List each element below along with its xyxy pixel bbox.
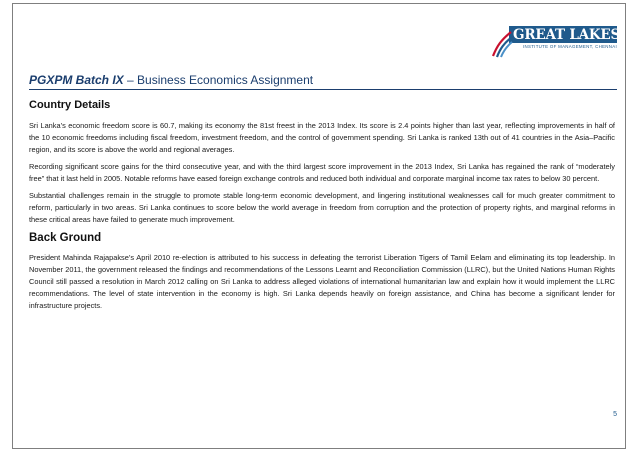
logo-subtitle: INSTITUTE OF MANAGEMENT, CHENNAI (522, 44, 617, 49)
document-body (29, 98, 615, 317)
document-page (12, 3, 626, 449)
course-name: PGXPM Batch IX (29, 73, 124, 87)
country-paragraph-3: Substantial challenges remain in the struggle to promote stable long-term economic development, and lingering institutional weaknesses call for much greater commitment to reform, particularly in two areas. Sri Lanka continues to score below the world average in freedom from corruption and the protection of property rights, and marginal reforms in these critical areas have failed to generate much improvement. (29, 191, 615, 224)
assignment-name: – Business Economics Assignment (123, 73, 314, 87)
country-paragraph-1: Sri Lanka’s economic freedom score is 60.7, making its economy the 81st freest in the 2013 Index. Its score is 2.4 points higher than last year, reflecting improvements in half of the 10 economic freedoms including fiscal freedom, investment freedom, and the control of government spending. Sri Lanka is ranked 13th out of 41 countries in the Asia–Pacific region, and its score is above the world and regional averages. (29, 121, 615, 154)
logo-name: GREAT LAKES (509, 26, 617, 43)
wave-logo-icon (491, 28, 513, 58)
great-lakes-logo (509, 26, 621, 49)
background-heading: Back Ground (29, 232, 102, 244)
document-title (29, 73, 313, 87)
header-rule (29, 89, 617, 90)
country-paragraph-2: Recording significant score gains for the third consecutive year, and with the third largest score improvement in the 2013 Index, Sri Lanka has regained the rank of “moderately free” that it last held in 2005. Notable reforms have eased foreign exchange controls and reduced both individual and corporate marginal income tax rates to below 30 percent. (29, 162, 615, 183)
page-number: 5 (613, 411, 617, 418)
background-paragraph-1: President Mahinda Rajapakse’s April 2010 re-election is attributed to his success in defeating the terrorist Liberation Tigers of Tamil Eelam and eliminating its top leadership. In November 2011, the government released the findings and recommendations of the Lessons Learnt and Reconciliation Commission (LLRC), but the United Nations Human Rights Council still passed a resolution in March 2012 calling on Sri Lanka to address alleged violations of international humanitarian law and explain how it would implement the LLRC recommendations. The level of state intervention in the economy is high. Sri Lanka depends heavily on foreign assistance, and China has become a significant lender for infrastructure projects. (29, 253, 615, 310)
country-details-heading: Country Details (29, 99, 111, 111)
